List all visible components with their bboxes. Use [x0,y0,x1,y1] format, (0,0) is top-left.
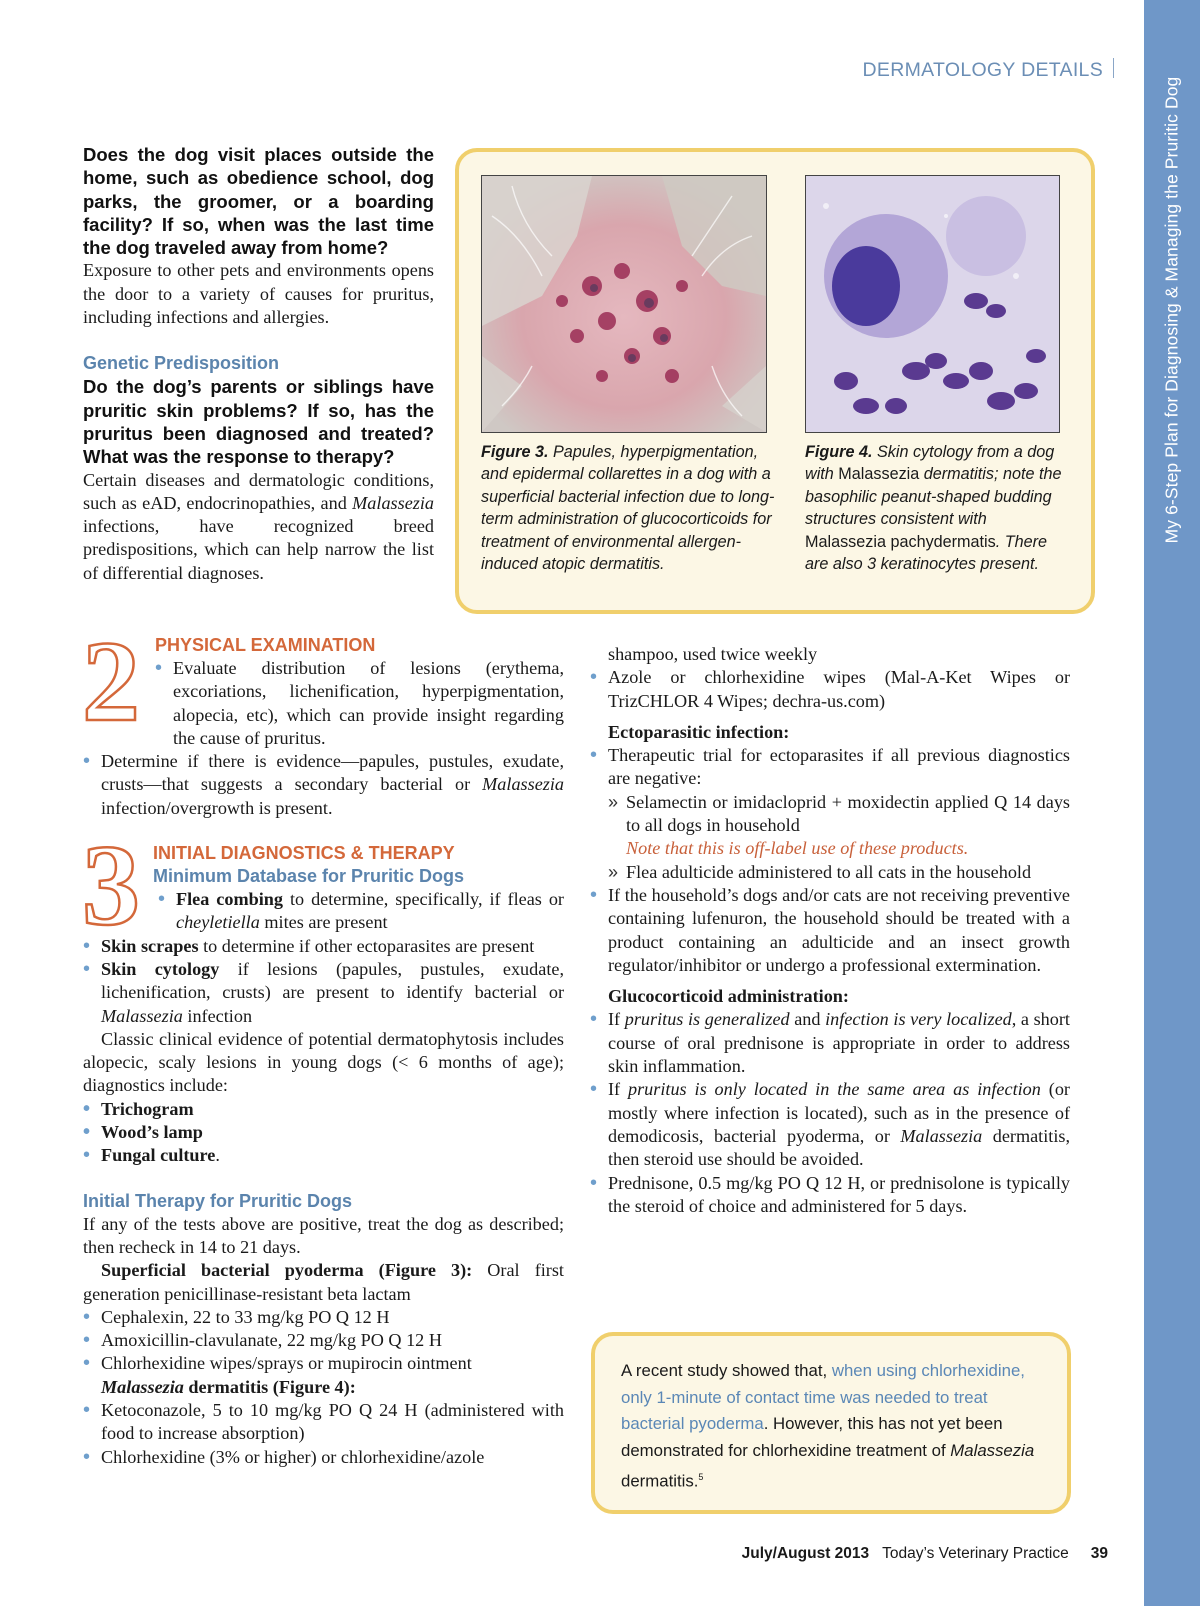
page-number: 39 [1090,1545,1108,1562]
page-footer [742,1545,1108,1563]
list-item: • Ketoconazole, 5 to 10 mg/kg PO Q 24 H (administered with food to increase absorption) [83,1399,564,1446]
fig4-text: dermatitis; note the basophilic peanut-shaped budding structures consistent with [805,465,1062,529]
travel-answer: Exposure to other pets and environments opens the door to a variety of causes for pruritus, including infections and allergies. [83,260,434,328]
text: if lesions (papules, pustules, exudate, lichenification, crusts) are present to identify bacterial or [101,958,564,1003]
figure-panel [455,148,1095,614]
malassezia-heading [83,1376,564,1399]
list-item [83,935,564,958]
off-label-note: Note that this is off-label use of these products. [626,838,969,859]
pyoderma-paragraph [83,1259,564,1306]
list-item: • Therapeutic trial for ectoparasites if all previous diagnostics are negative: [590,744,1070,791]
fig4-genus: Malassezia [838,465,920,484]
step-3-block [83,842,564,1168]
issue-date: July/August 2013 [741,1545,870,1562]
text: (or mostly where infection is located), such as in the presence of demodicosis, bacterial pyoderma, or [608,1079,1070,1146]
list-item [83,1144,564,1167]
text-bold: Flea combing [176,889,283,910]
therapy-intro: If any of the tests above are positive, treat the dog as described; then recheck in 14 to 21 days. [83,1213,564,1257]
step-2-title: PHYSICAL EXAMINATION [155,635,376,655]
fig4-text: . There are also 3 keratinocytes present. [805,532,1048,574]
text-bold: Skin scrapes [101,935,199,956]
list-item [83,958,564,1028]
ectoparasitic-list [590,744,1070,837]
text-bold: Superficial bacterial pyoderma (Figure 3): [101,1260,473,1281]
list-item: • Evaluate distribution of lesions (erythema, excoriations, lichenification, hyperpigmentation, alopecia, etc), which can provide insight regarding the cause of pruritus. [155,657,564,750]
step-3-digit: 3 [82,840,140,933]
list-item [158,888,564,935]
figure-4-image [805,175,1060,433]
text: dermatitis. [621,1471,699,1491]
step-3-title: INITIAL DIAGNOSTICS & THERAPY [153,843,455,864]
dermatophyte-diagnostics [83,1098,564,1168]
glucocorticoid-heading: Glucocorticoid administration: [608,986,849,1007]
step-2-digit: 2 [82,636,140,728]
chlorhexidine-callout [591,1332,1071,1514]
text: dermatitis, then steroid use should be avoided. [608,1125,1071,1170]
side-title [1144,0,1200,620]
text: mites are present [259,912,388,933]
step-2-list [155,657,564,750]
fig3-label: Figure 3. [481,443,549,461]
genetic-answer [83,469,434,585]
fig4-text: Skin cytology from a dog with [805,443,1055,484]
text: Certain diseases and dermatologic conditions, such as eAD, endocrinopathies, and [83,469,434,513]
text: Determine if there is evidence—papules, pustules, exudate, crusts—that suggests a secondary bacterial or [101,751,564,795]
ectoparasitic-list-cont [590,861,1070,977]
genetic-heading: Genetic Predisposition [83,353,280,374]
text: infection/overgrowth is present. [101,797,333,818]
dermatophytosis-paragraph: Classic clinical evidence of potential dermatophytosis includes alopecic, scaly lesions in young dogs (< 6 months of age); diagnostics include: [83,1028,564,1096]
text: . [215,1145,220,1166]
text: If [608,1009,625,1030]
section-header [863,58,1114,82]
skin-lesion-photo [482,176,766,432]
left-lower-column [83,634,564,1469]
figure-3-image [481,175,767,433]
text-italic: cheyletiella [176,912,260,933]
list-item [590,1008,1070,1078]
text-italic: Malassezia [950,1440,1035,1460]
list-item: • Cephalexin, 22 to 33 mg/kg PO Q 12 H [83,1306,564,1329]
text: to determine, specifically, if fleas or [283,889,564,910]
text: Oral first generation penicillinase-resistant beta lactam [83,1260,564,1304]
step-3-list [153,888,564,935]
text: If [608,1079,629,1100]
text-italic: Malassezia [352,492,434,513]
text-bold: Fungal culture [101,1145,216,1166]
shampoo-continued: shampoo, used twice weekly [608,644,818,664]
text: A recent study showed that, [621,1361,832,1380]
section-label: DERMATOLOGY DETAILS [862,59,1103,81]
list-item: • Wood’s lamp [83,1121,564,1144]
text: infection [182,1005,253,1026]
list-item: • Amoxicillin-clavulanate, 22 mg/kg PO Q 12 H [83,1329,564,1352]
text-bold-italic: Malassezia [101,1376,184,1397]
text: and [789,1009,826,1030]
step-3-head [83,842,564,935]
initial-therapy-heading: Initial Therapy for Pruritic Dogs [83,1190,353,1211]
list-item: • If the household’s dogs and/or cats are not receiving preventive containing lufenuron, the household should be treated with a product containing an adulticide and an insect growth regulator/inhibitor or undergo a professional extermination. [590,884,1070,977]
text-italic: Malassezia [482,774,564,795]
text: , a short course of oral prednisone is appropriate in order to address skin inflammation. [608,1009,1070,1077]
fig3-text: Papules, hyperpigmentation, and epidermal collarettes in a dog with a superficial bacterial infection due to long-term administration of glucocorticoids for treatment of environmental allergen-induced atopic dermatitis. [481,443,775,574]
figure-3-caption [481,441,777,575]
list-item [83,750,564,820]
right-column [590,643,1070,1218]
sub-list-item: » Selamectin or imidacloprid + moxidectin applied Q 14 days to all dogs in household [590,791,1070,838]
text-italic: Malassezia [101,1005,183,1026]
text: to determine if other ectoparasites are present [198,935,535,956]
cytology-photo [806,176,1059,432]
text-italic: pruritus is generalized [624,1009,790,1030]
fig4-label: Figure 4. [805,443,873,461]
text-bold: Skin cytology [101,958,220,979]
figure-4-caption [805,441,1067,575]
text-italic: infection is very localized [825,1009,1012,1030]
min-database-heading: Minimum Database for Pruritic Dogs [153,866,465,887]
step-3-numeral [82,840,152,932]
list-item: • Chlorhexidine (3% or higher) or chlorhexidine/azole [83,1446,564,1469]
step-2-block [83,634,564,750]
highlight-text: when using chlorhexidine, only 1-minute of contact time was needed to treat bacterial pyoderma [621,1361,1025,1434]
side-title-text: My 6-Step Plan for Diagnosing & Managing the Pruritic Dog [1161,76,1182,544]
sub-list-item: » Flea adulticide administered to all cats in the household [590,861,1070,884]
question-genetic: Do the dog’s parents or siblings have pruritic skin problems? If so, has the pruritus been diagnosed and treated? What was the response to therapy? [83,376,434,468]
journal-name: Today’s Veterinary Practice [882,1545,1069,1562]
text-italic: pruritus is only located in the same area as infection [628,1079,1041,1100]
header-divider [1113,58,1114,78]
step-2-list-cont [83,750,564,820]
fig4-species: Malassezia pachydermatis [805,532,996,551]
list-item: • Chlorhexidine wipes/sprays or mupirocin ointment [83,1352,564,1375]
glucocorticoid-list [590,1008,1070,1218]
ectoparasitic-heading: Ectoparasitic infection: [608,721,790,742]
list-item: • Prednisone, 0.5 mg/kg PO Q 12 H, or prednisolone is typically the steroid of choice and administered for 5 days. [590,1172,1070,1219]
text-bold: dermatitis (Figure 4): [183,1376,356,1397]
pyoderma-list [83,1306,564,1376]
question-travel: Does the dog visit places outside the home, such as obedience school, dog parks, the groomer, or a boarding facility? If so, when was the last time the dog traveled away from home? [83,144,434,259]
left-top-column [83,143,434,585]
text-italic: Malassezia [900,1125,983,1146]
list-item [590,1078,1070,1171]
list-item: • Trichogram [83,1098,564,1121]
text: infections, have recognized breed predispositions, which can help narrow the list of differential diagnoses. [83,516,434,583]
reference-superscript: 5 [698,1472,704,1483]
text: . However, this has not yet been demonstrated for chlorhexidine treatment of [621,1414,1003,1460]
list-item: • Azole or chlorhexidine wipes (Mal-A-Ket Wipes or TrizCHLOR 4 Wipes; dechra-us.com) [590,666,1070,713]
malassezia-list [83,1399,564,1469]
step-3-list-cont [83,935,564,1028]
malassezia-list-cont [590,666,1070,713]
